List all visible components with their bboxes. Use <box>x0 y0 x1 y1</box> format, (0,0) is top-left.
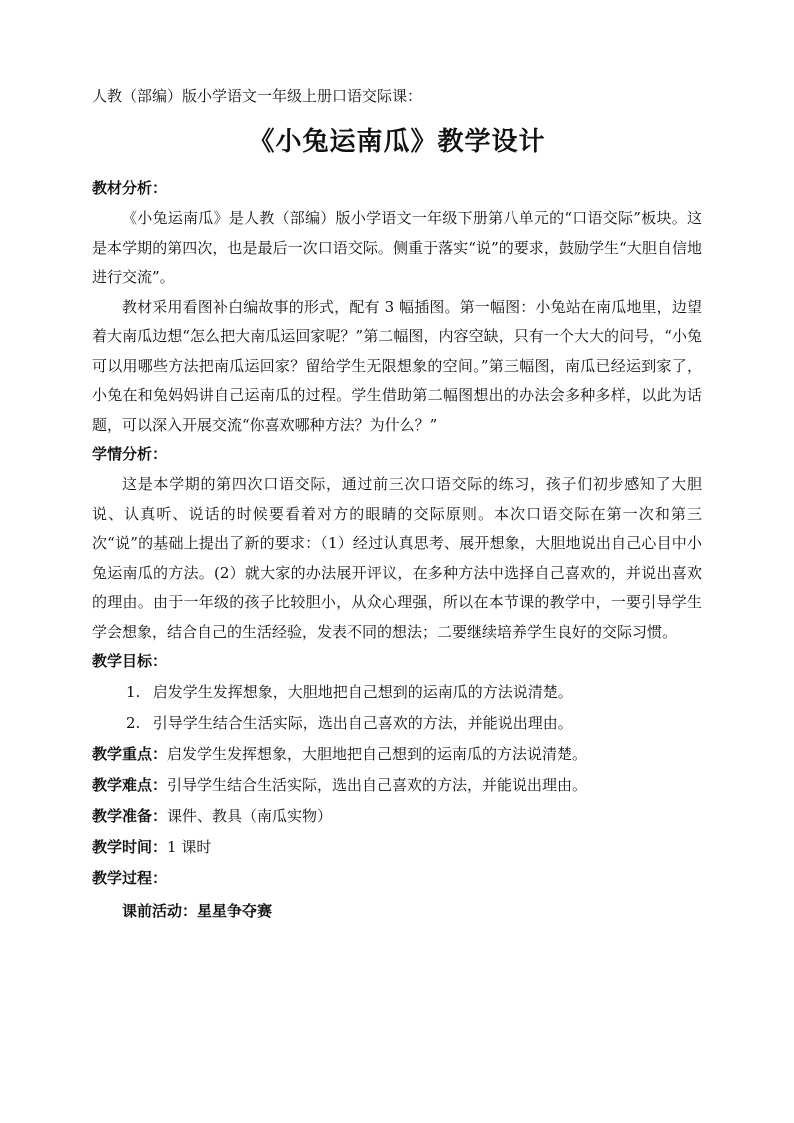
document-title: 《小兔运南瓜》教学设计 <box>248 127 546 157</box>
teaching-goals-heading: 教学目标： <box>92 652 168 670</box>
list-item-number: 1. <box>126 683 141 701</box>
teaching-key-point-label: 教学重点： <box>92 745 168 763</box>
section-teaching-goals <box>92 647 702 739</box>
section-learner-analysis <box>92 440 702 647</box>
document-subtitle: 人教（部编）版小学语文一年级上册口语交际课： <box>92 87 423 105</box>
list-item-text: 启发学生发挥想象，大胆地把自己想到的运南瓜的方法说清楚。 <box>152 683 573 701</box>
list-item <box>92 708 702 739</box>
list-item <box>92 677 702 708</box>
teaching-duration-value: 1 课时 <box>167 838 212 856</box>
material-analysis-paragraph-2: 教材采用看图补白编故事的形式，配有 3 幅插图。第一幅图：小兔站在南瓜地里，边望着大南瓜边想“怎么把大南瓜运回家呢？”第二幅图，内容空缺，只有一个大大的问号，“小兔可以用哪些方法把南瓜运回家？留给学生无限想象的空间。”第三幅图，南瓜已经运到家了，小兔在和兔妈妈讲自己运南瓜的过程。学生借助第二幅图想出的办法会多种多样，以此为话题，可以深入开展交流“你喜欢哪种方法？为什么？” <box>92 297 702 434</box>
teaching-process-heading: 教学过程： <box>92 869 168 887</box>
teaching-preparation-value: 课件、教具（南瓜实物） <box>167 807 333 825</box>
teaching-preparation-label: 教学准备： <box>92 807 168 825</box>
pre-class-activity: 课前活动：星星争夺赛 <box>122 902 273 920</box>
teaching-key-point-value: 启发学生发挥想象，大胆地把自己想到的运南瓜的方法说清楚。 <box>167 745 588 763</box>
teaching-duration <box>92 832 702 863</box>
teaching-difficulty-label: 教学难点： <box>92 776 168 794</box>
list-item-number: 2. <box>126 714 141 732</box>
material-analysis-heading: 教材分析： <box>92 179 168 197</box>
material-analysis-paragraph-1: 《小兔运南瓜》是人教（部编）版小学语文一年级下册第八单元的“口语交际”板块。这是本学期的第四次，也是最后一次口语交际。侧重于落实“说”的要求，鼓励学生“大胆自信地进行交流”。 <box>92 209 702 286</box>
teaching-difficulty-value: 引导学生结合生活实际，选出自己喜欢的方法，并能说出理由。 <box>167 776 588 794</box>
teaching-preparation <box>92 801 702 832</box>
learner-analysis-paragraph: 这是本学期的第四次口语交际，通过前三次口语交际的练习，孩子们初步感知了大胆说、认真听、说话的时候要看着对方的眼睛的交际原则。本次口语交际在第一次和第三次“说”的基础上提出了新的要求：（1）经过认真思考、展开想象，大胆地说出自己心目中小兔运南瓜的方法。(2）就大家的办法展开评议，在多种方法中选择自己喜欢的，并说出喜欢的理由。由于一年级的孩子比较胆小，从众心理强，所以在本节课的教学中，一要引导学生学会想象，结合自己的生活经验，发表不同的想法；二要继续培养学生良好的交际习惯。 <box>92 475 702 641</box>
section-material-analysis <box>92 174 702 440</box>
learner-analysis-heading: 学情分析： <box>92 445 168 463</box>
teaching-process <box>92 863 702 894</box>
list-item-text: 引导学生结合生活实际，选出自己喜欢的方法，并能说出理由。 <box>152 714 573 732</box>
teaching-key-point <box>92 739 702 770</box>
document-page <box>92 82 702 927</box>
teaching-difficulty <box>92 770 702 801</box>
teaching-duration-label: 教学时间： <box>92 838 168 856</box>
